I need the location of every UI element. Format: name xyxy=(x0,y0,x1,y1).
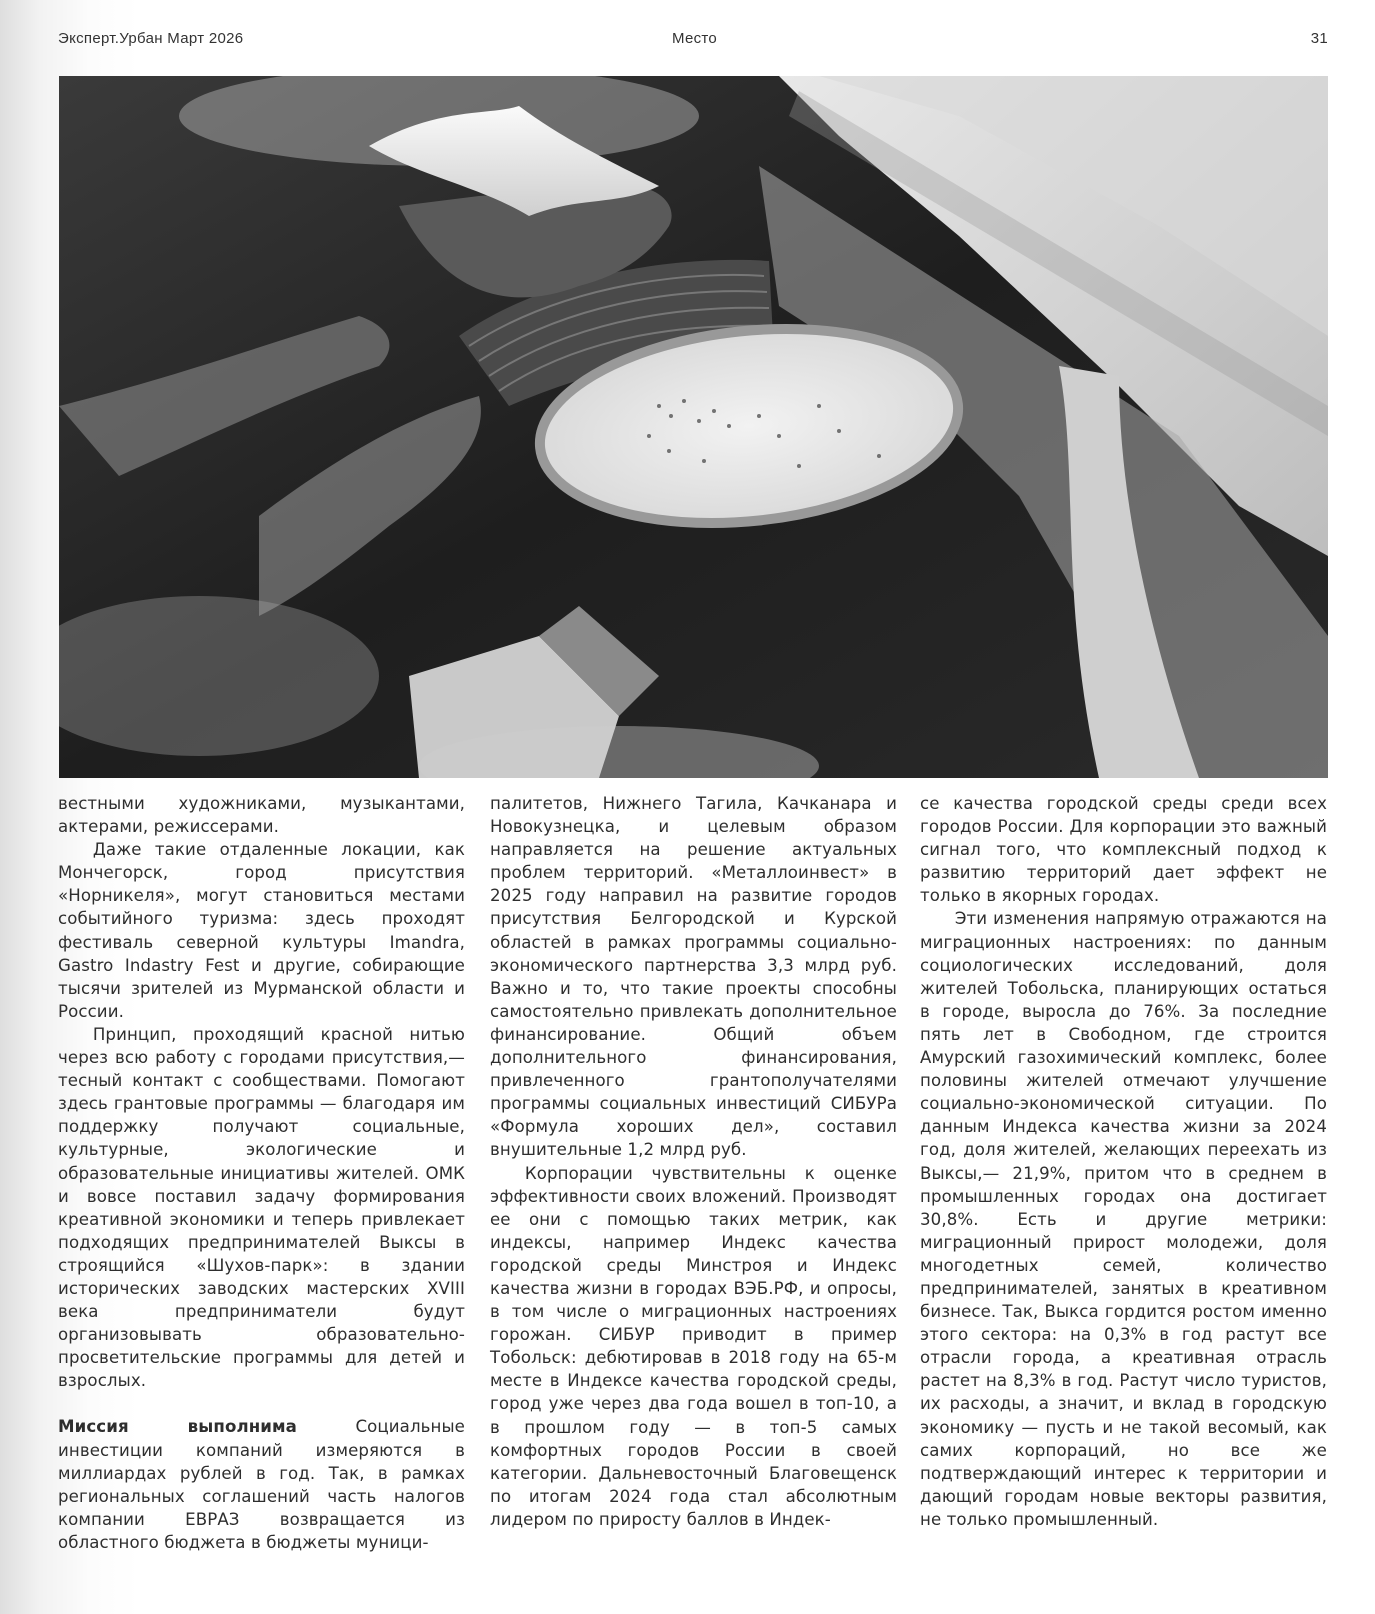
paragraph-with-subhead xyxy=(58,1415,465,1554)
paragraph: палитетов, Нижнего Тагила, Качканара и Новокузнецка, и целевым образом направляется на решение актуальных проблем территорий. «Металлоинвест» в 2025 году направил на развитие городов присутствия Белгородской и Курской областей в рамках программы социально-экономического партнерства 3,3 млрд руб. Важно и то, что такие проекты способны самостоятельно привлекать дополнительное финансирование. Общий объем дополнительного финансирования, привлеченного грантополучателями программы социальных инвестиций СИБУРа «Формула хороших дел», составил внушительные 1,2 млрд руб. xyxy=(490,794,897,1160)
page-number: 31 xyxy=(1310,30,1328,47)
running-head xyxy=(58,30,1328,52)
paragraph: Корпорации чувствительны к оценке эффективности своих вложений. Производят ее они с помощью таких метрик, как индексы, например Индекс качества городской среды Минстроя и Индекс качества жизни в городах ВЭБ.РФ, и опросы, в том числе о миграционных настроениях горожан. СИБУР приводит в пример Тобольск: дебютировав в 2018 году на 65-м месте в Индексе качества городской среды, город уже через два года вошел в топ-10, а в прошлом году — в топ-5 самых комфортных городов России в своей категории. Дальневосточный Благовещенск по итогам 2024 года стал абсолютным лидером по приросту баллов в Индек- xyxy=(490,1163,897,1529)
paragraph-text: Социальные инвестиции компаний измеряются в миллиардах рублей в год. Так, в рамках региональных соглашений часть налогов компании ЕВРАЗ возвращается из областного бюджета в бюджеты муници- xyxy=(58,1417,465,1552)
paragraph: Принцип, проходящий красной нитью через всю работу с городами присутствия,— тесный контакт с сообществами. Помогают здесь грантовые программы — благодаря им поддержку получают социальные, культурные, экологические и образовательные инициативы жителей. ОМК и вовсе поставил задачу формирования креативной экономики и теперь привлекает подходящих предпринимателей Выксы в строящийся «Шухов-парк»: в здании исторических заводских мастерских XVIII века предприниматели будут организовывать образовательно-просветительские программы для детей и взрослых. xyxy=(58,1024,465,1391)
paragraph: вестными художниками, музыкантами, актерами, режиссерами. xyxy=(58,794,465,837)
text-column-2 xyxy=(490,792,897,1531)
publication-title: Эксперт.Урбан Март 2026 xyxy=(58,30,244,47)
paragraph: се качества городской среды среди всех городов России. Для корпорации это важный сигнал того, что комплексный подход к развитию территорий дает эффект не только в якорных городах. xyxy=(920,794,1327,906)
paragraph: Даже такие отдаленные локации, как Мончегорск, город присутствия «Норникеля», могут становиться местами событийного туризма: здесь проходят фестиваль северной культуры Imandra, Gastro Indastry Fest и другие, собирающие тысячи зрителей из Мурманской области и России. xyxy=(58,840,465,1021)
paragraph: Эти изменения напрямую отражаются на миграционных настроениях: по данным социологических исследований, доля жителей Тобольска, планирующих остаться в городе, выросла до 76%. За последние пять лет в Свободном, где строится Амурский газохимический комплекс, более половины жителей отмечают улучшение социально-экономической ситуации. По данным Индекса качества жизни за 2024 год, доля жителей, желающих переехать из Выксы,— 21,9%, притом что в среднем в промышленных городах она достигает 30,8%. Есть и другие метрики: миграционный прирост молодежи, доля многодетных семей, количество предпринимателей, занятых в креативном бизнесе. Так, Выкса гордится ростом именно этого сектора: на 0,3% в год растут все отрасли города, а креативная отрасль растет на 8,3% в год. Растут число туристов, их расходы, а значит, и вклад в городскую экономику — пусть и не такой весомый, как самих корпораций, но все же подтверждающий интерес к территории и дающий городам новые векторы развития, не только промышленный. xyxy=(920,909,1327,1529)
section-name: Место xyxy=(672,30,718,47)
text-column-1 xyxy=(58,792,465,1554)
subheading: Миссия выполнима xyxy=(58,1417,297,1437)
hero-photo xyxy=(59,76,1328,778)
text-column-3 xyxy=(920,792,1327,1531)
photo-image-icon xyxy=(59,76,1328,778)
